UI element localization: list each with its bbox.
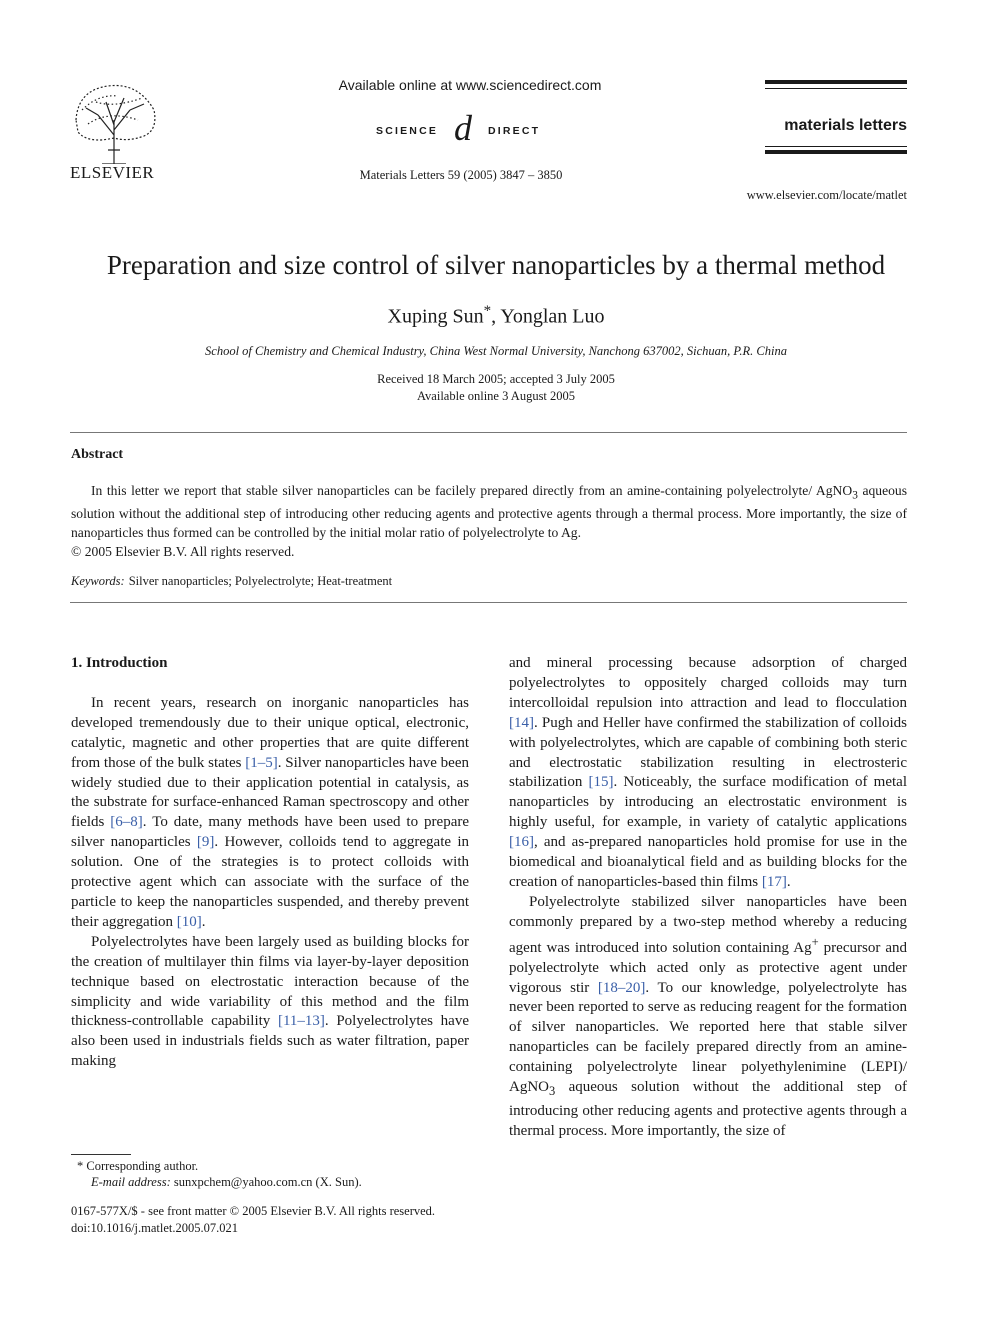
sciencedirect-logo-left: SCIENCE	[376, 125, 439, 137]
keywords-list: Silver nanoparticles; Polyelectrolyte; Heat-treatment	[128, 574, 393, 588]
abstract-heading: Abstract	[71, 447, 124, 462]
header-rule	[765, 146, 907, 147]
abstract-copyright: © 2005 Elsevier B.V. All rights reserved.	[71, 543, 295, 559]
online-date: Available online 3 August 2005	[416, 389, 576, 403]
section-heading: 1. Introduction	[71, 655, 168, 671]
citation-link[interactable]: [15]	[588, 774, 614, 791]
sciencedirect-d-mark: d	[454, 108, 472, 148]
header-rule	[765, 80, 907, 84]
citation-link[interactable]: [18–20]	[597, 979, 646, 996]
sciencedirect-logo	[376, 108, 566, 155]
elsevier-tree-logo	[68, 80, 160, 164]
citation-link[interactable]: [9]	[196, 834, 215, 851]
section-divider	[70, 602, 907, 603]
affiliation: School of Chemistry and Chemical Industry, China West Normal University, Nanchong 637002, Sichuan, P.R. China	[205, 344, 787, 358]
doi[interactable]: doi:10.1016/j.matlet.2005.07.021	[71, 1221, 239, 1235]
author-name[interactable]: Xuping Sun	[387, 305, 484, 328]
citation-link[interactable]: [17]	[761, 873, 787, 890]
footnote-rule	[71, 1154, 131, 1155]
front-matter	[71, 1203, 491, 1237]
section-divider	[70, 432, 907, 433]
author-name[interactable]: , Yonglan Luo	[491, 305, 605, 328]
body-paragraph: and mineral processing because adsorption of charged polyelectrolytes to oppositely charged colloids may turn intercolloidal repulsion into attraction and lead to flocculation [14]. Pugh and Heller have confirmed the stabilization of colloids with polyelectrolytes, which are capable of combining both steric and electrostatic stabilization resulting in electrosteric stabilization [15]. Noticeably, the surface modification of metal nanoparticles by introducing an electrostatic environment is highly useful, for example, in variety of catalytic applications [16], and as-prepared nanoparticles hold promise for use in the biomedical and bioanalytical field and as building blocks for the creation of nanoparticles-based thin films [17].	[509, 655, 907, 890]
abstract-paragraph: In this letter we report that stable silver nanoparticles can be facilely prepared directly from an amine-containing polyelectrolyte/ AgNO$_3$ aqueous solution without the additional step of introducing other reducing agents and protective agents through a thermal process. More importantly, the size of nanoparticles thus formed can be controlled by the initial molar ratio of polyelectrolyte to Ag.	[71, 483, 907, 540]
publisher-name: ELSEVIER	[70, 163, 155, 182]
corresponding-author-note: * Corresponding author.	[77, 1159, 199, 1173]
body-paragraph: Polyelectrolytes have been largely used as building blocks for the creation of multilayer thin films via layer-by-layer deposition technique based on electrostatic interaction because of the simplicity and wide variability of this method and the film thickness-controllable capability [11–13]. Polyelectrolytes have also been used in industrials fields such as water filtration, paper making	[71, 933, 469, 1070]
sciencedirect-logo-right: DIRECT	[488, 125, 541, 137]
journal-name: materials letters	[784, 117, 907, 134]
body-column-right	[509, 654, 907, 1142]
email-note: E-mail address: sunxpchem@yahoo.com.cn (X. Sun).	[91, 1175, 362, 1189]
journal-citation: Materials Letters 59 (2005) 3847 – 3850	[359, 168, 563, 182]
citation-link[interactable]: [11–13]	[277, 1013, 325, 1030]
keywords-label: Keywords:	[71, 574, 125, 588]
header-rule	[765, 150, 907, 154]
author-list	[200, 303, 792, 329]
body-paragraph: Polyelectrolyte stabilized silver nanoparticles have been commonly prepared by a two-step method whereby a reducing agent was introduced into solution containing Ag+ precursor and polyelectrolyte which acted only as protective agent under vigorous stir [18–20]. To our knowledge, polyelectrolyte has never been reported to serve as reducing reagent for the formation of silver nanoparticles. We reported here that stable silver nanoparticles can be facilely prepared directly from an amine-containing polyelectrolyte linear polyethylenimine (LEPI)/ AgNO$_3$ aqueous solution without the additional step of introducing other reducing agents and protective agents through a thermal process. More importantly, the size of	[509, 893, 907, 1139]
abstract-body	[71, 482, 907, 561]
citation-link[interactable]: [10]	[176, 913, 202, 930]
header-rule	[765, 88, 907, 89]
citation-link[interactable]: [14]	[509, 714, 534, 731]
article-dates	[200, 371, 792, 405]
footnotes	[71, 1158, 469, 1190]
citation-link[interactable]: [16]	[509, 834, 534, 851]
available-online-text[interactable]: Available online at www.sciencedirect.com	[338, 77, 602, 93]
body-paragraph: In recent years, research on inorganic nanoparticles has developed tremendously due to their unique optical, electronic, catalytic, magnetic and other properties that are quite different from those of the bulk states [1–5]. Silver nanoparticles have been widely studied due to their application potential in catalysis, as the substrate for surface-enhanced Raman spectroscopy and other fields [6–8]. To date, many methods have been used to prepare silver nanoparticles [9]. However, colloids tend to aggregate in solution. One of the strategies is to protect colloids with protective agent which can associate with the surface of the particle to keep the nanoparticles suspended, and thereby prevent their aggregation [10].	[71, 694, 470, 930]
received-date: Received 18 March 2005; accepted 3 July 2005	[377, 372, 615, 386]
corresponding-mark[interactable]: *	[483, 303, 492, 319]
article-title: Preparation and size control of silver nanoparticles by a thermal method	[106, 250, 886, 280]
body-column-left	[71, 654, 469, 1072]
keywords	[71, 574, 392, 589]
issn-copyright: 0167-577X/$ - see front matter © 2005 Elsevier B.V. All rights reserved.	[71, 1204, 436, 1218]
citation-link[interactable]: [6–8]	[110, 814, 143, 831]
email-address[interactable]: sunxpchem@yahoo.com.cn (X. Sun).	[170, 1175, 362, 1189]
journal-url[interactable]: www.elsevier.com/locate/matlet	[746, 188, 907, 202]
citation-link[interactable]: [1–5]	[245, 754, 278, 771]
